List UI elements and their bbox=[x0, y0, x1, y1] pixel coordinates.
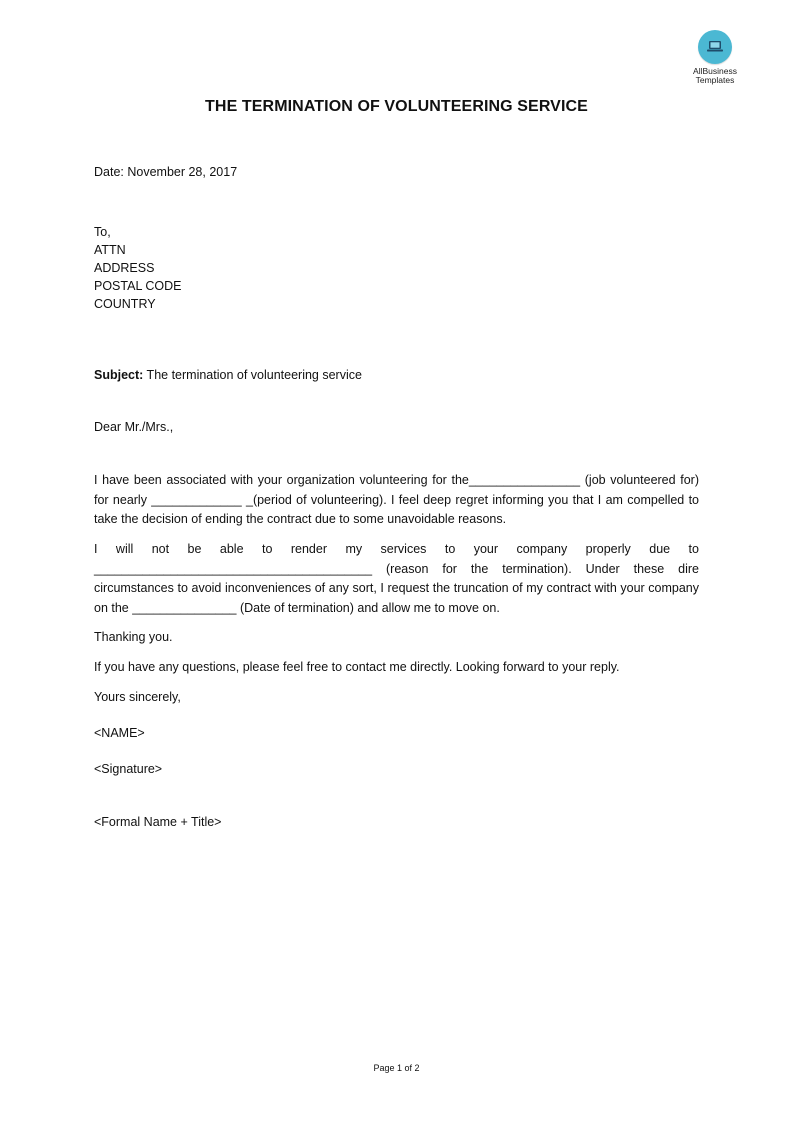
subject-label: Subject: bbox=[94, 368, 144, 382]
logo-text bbox=[686, 67, 744, 85]
document-title: THE TERMINATION OF VOLUNTEERING SERVICE bbox=[205, 98, 588, 115]
logo-line-2: Templates bbox=[695, 75, 735, 85]
subject-line bbox=[94, 368, 362, 382]
logo-badge bbox=[698, 30, 732, 64]
logo-line-1: AllBusiness bbox=[693, 66, 737, 76]
address-line-to: To, bbox=[94, 225, 111, 239]
subject-text: The termination of volunteering service bbox=[143, 368, 362, 382]
formal-name-title-placeholder: <Formal Name + Title> bbox=[94, 815, 222, 829]
salutation: Dear Mr./Mrs., bbox=[94, 420, 174, 434]
thanks-line: Thanking you. bbox=[94, 630, 173, 644]
date-line: Date: November 28, 2017 bbox=[94, 165, 238, 179]
page-number: Page 1 of 2 bbox=[373, 1063, 420, 1073]
name-placeholder: <NAME> bbox=[94, 726, 145, 740]
brand-logo bbox=[686, 30, 744, 85]
laptop-icon bbox=[706, 39, 724, 55]
body-paragraph-1: I have been associated with your organization volunteering for the________________ (job volunteered for) for nearly _____________ _(period of volunteering). I feel deep regret informing you that I am compelled to take the decision of ending the contract due to some unavoidable reasons. bbox=[94, 473, 699, 526]
address-line-country: COUNTRY bbox=[94, 297, 156, 311]
closing-note: If you have any questions, please feel free to contact me directly. Looking forward to your reply. bbox=[94, 660, 620, 674]
body-paragraph-2: I will not be able to render my services to your company properly due to ________________________________________ (reason for the termination). Under these dire circumstances to avoid inconveniences of any sort, I request the truncation of my contract with your company on the _______________ (Date of termination) and allow me to move on. bbox=[94, 542, 699, 615]
address-line-address: ADDRESS bbox=[94, 261, 155, 275]
address-line-postal-code: POSTAL CODE bbox=[94, 279, 182, 293]
sign-off: Yours sincerely, bbox=[94, 690, 181, 704]
signature-placeholder: <Signature> bbox=[94, 762, 163, 776]
address-line-attn: ATTN bbox=[94, 243, 126, 257]
